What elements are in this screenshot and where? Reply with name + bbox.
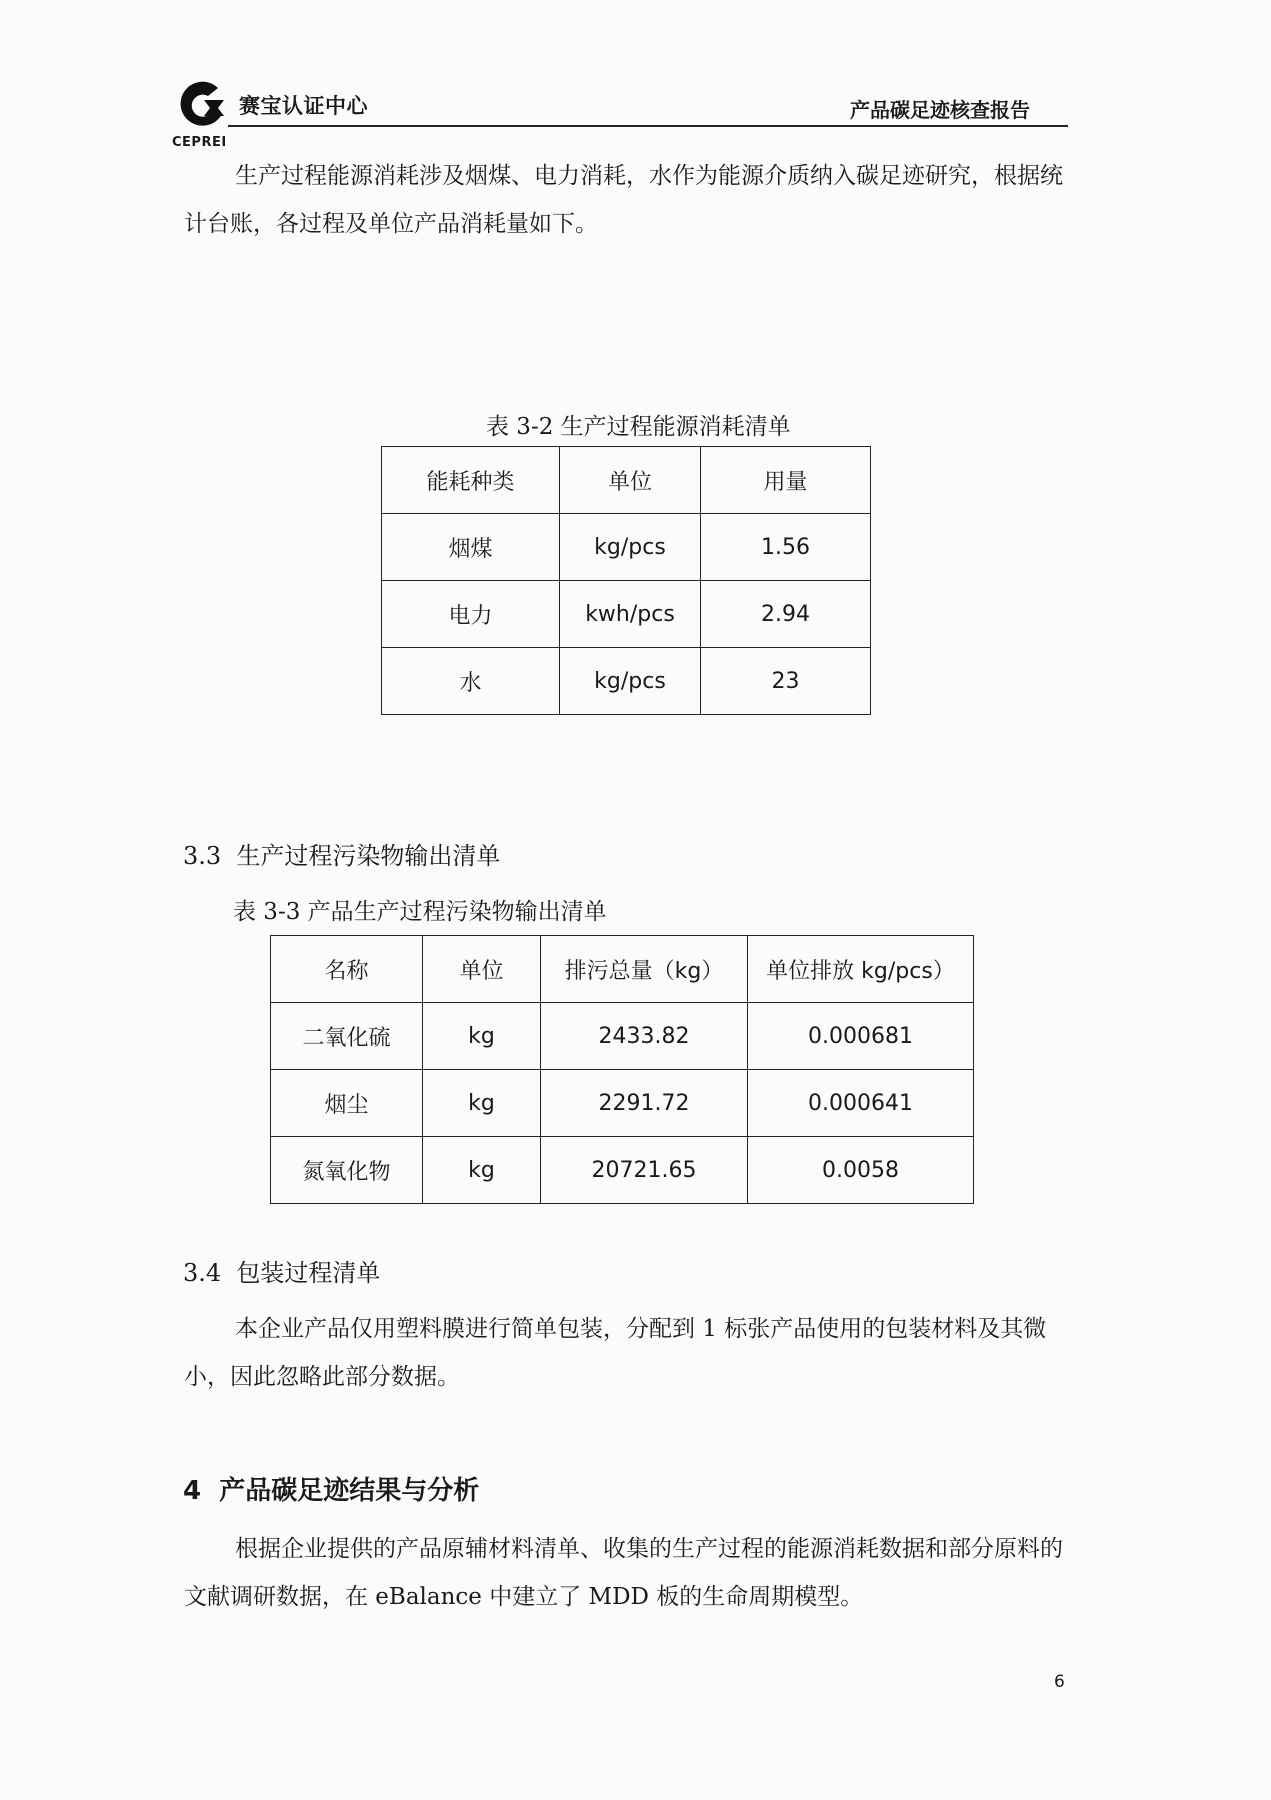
table-header-cell: 单位 [560, 447, 701, 514]
header-divider [228, 125, 1068, 127]
results-paragraph: 根据企业提供的产品原辅材料清单、收集的生产过程的能源消耗数据和部分原料的文献调研数据，在 eBalance 中建立了 MDD 板的生命周期模型。 [184, 1536, 1063, 1610]
table-row [382, 648, 871, 715]
section-title: 产品碳足迹结果与分析 [219, 1476, 480, 1506]
table-header-row [382, 447, 871, 514]
table-row [271, 1070, 974, 1137]
section-title: 生产过程污染物输出清单 [236, 842, 501, 870]
table-cell: 2.94 [701, 581, 871, 648]
section-number: 3.4 [183, 1259, 222, 1287]
table-cell: 20721.65 [541, 1137, 748, 1204]
table-row [271, 1137, 974, 1204]
table-header-cell: 排污总量（kg） [541, 936, 748, 1003]
table-cell: 烟煤 [382, 514, 560, 581]
table-row [271, 1003, 974, 1070]
page-number: 6 [1054, 1672, 1065, 1692]
table-header-cell: 能耗种类 [382, 447, 560, 514]
table-header-cell: 单位排放 kg/pcs） [748, 936, 974, 1003]
section-3-3-heading [183, 836, 500, 871]
table-cell: 水 [382, 648, 560, 715]
table-header-cell: 名称 [271, 936, 423, 1003]
table-cell: 二氧化硫 [271, 1003, 423, 1070]
table-header-cell: 单位 [423, 936, 541, 1003]
section-title: 包装过程清单 [236, 1259, 381, 1287]
section-number: 3.3 [183, 842, 222, 870]
table-cell: kg [423, 1003, 541, 1070]
table-cell: kwh/pcs [560, 581, 701, 648]
table-cell: kg/pcs [560, 648, 701, 715]
table-cell: 烟尘 [271, 1070, 423, 1137]
table-cell: 23 [701, 648, 871, 715]
table-cell: 0.000681 [748, 1003, 974, 1070]
packaging-paragraph: 本企业产品仅用塑料膜进行简单包装，分配到 1 标张产品使用的包装材料及其微小，因此忽略此部分数据。 [184, 1316, 1047, 1390]
ceprei-logo-icon [174, 78, 230, 132]
intro-paragraph: 生产过程能源消耗涉及烟煤、电力消耗，水作为能源介质纳入碳足迹研究，根据统计台账，各过程及单位产品消耗量如下。 [184, 163, 1063, 237]
table-3-3-caption: 表 3-3 产品生产过程污染物输出清单 [233, 899, 607, 925]
table-cell: 2291.72 [541, 1070, 748, 1137]
table-cell: 0.0058 [748, 1137, 974, 1204]
table-header-cell: 用量 [701, 447, 871, 514]
table-cell: 0.000641 [748, 1070, 974, 1137]
energy-consumption-table [381, 446, 871, 715]
section-4-heading [183, 1470, 479, 1507]
table-cell: 1.56 [701, 514, 871, 581]
table-row [382, 581, 871, 648]
section-number: 4 [183, 1476, 202, 1506]
table-cell: kg/pcs [560, 514, 701, 581]
table-cell: kg [423, 1137, 541, 1204]
pollutant-output-table [270, 935, 974, 1204]
table-header-row [271, 936, 974, 1003]
section-3-4-heading [183, 1253, 380, 1288]
table-cell: 氮氧化物 [271, 1137, 423, 1204]
table-cell: 2433.82 [541, 1003, 748, 1070]
org-code: CEPREI [172, 135, 227, 150]
report-title: 产品碳足迹核查报告 [850, 98, 1030, 122]
org-name: 赛宝认证中心 [239, 94, 368, 118]
table-cell: 电力 [382, 581, 560, 648]
table-3-2-caption: 表 3-2 生产过程能源消耗清单 [486, 414, 791, 440]
table-cell: kg [423, 1070, 541, 1137]
table-row [382, 514, 871, 581]
